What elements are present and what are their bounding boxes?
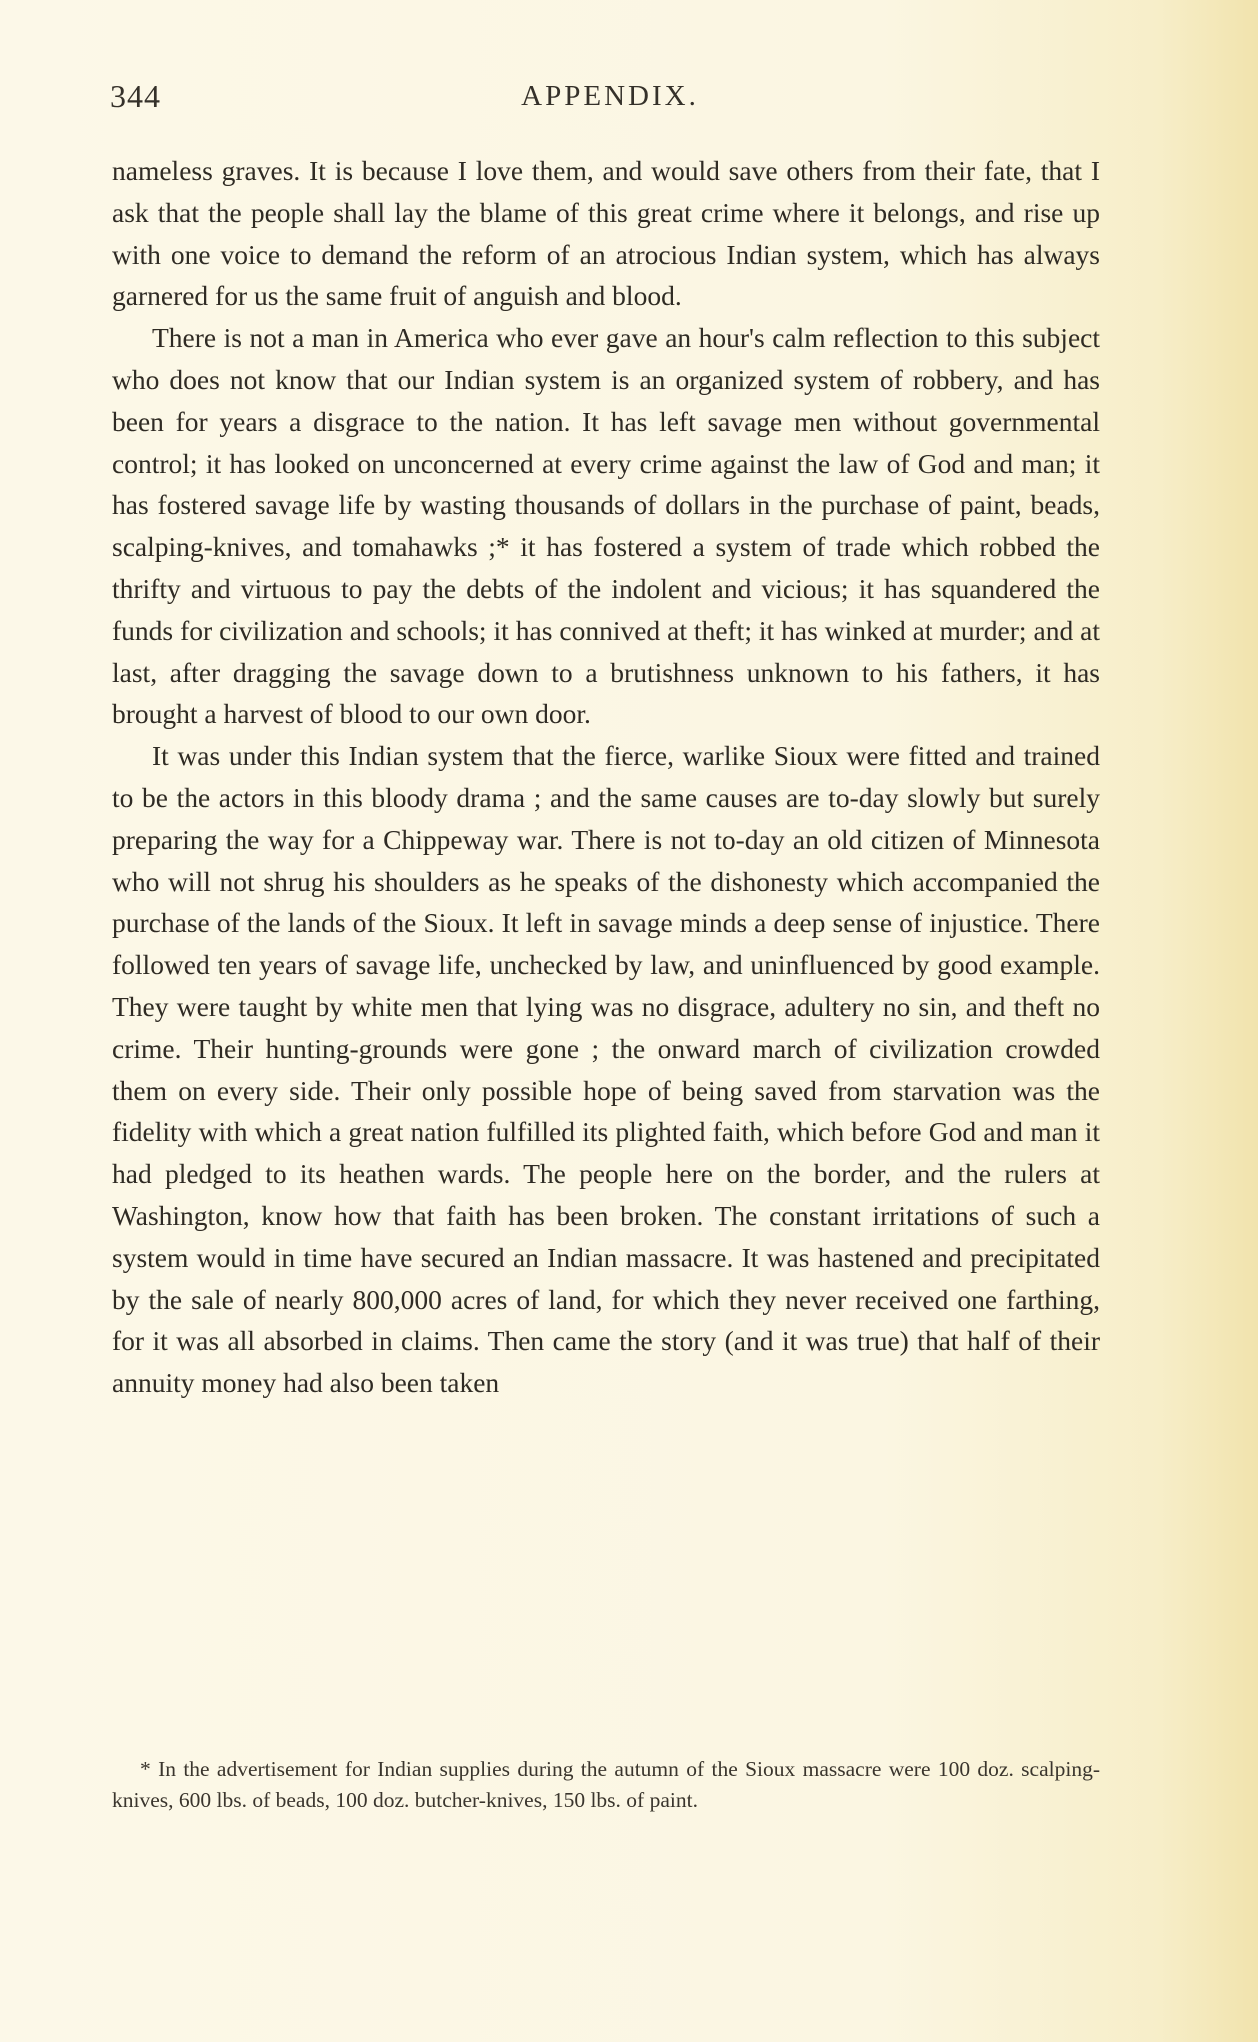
page-header — [110, 78, 1110, 122]
page-number: 344 — [110, 78, 161, 114]
paragraph-2: There is not a man in America who ever gave an hour's calm reflection to this subject who does not know that our Indian system is an organized system of robbery, and has been for years a disgrace to the nation. It has left savage men without governmental control; it has looked on unconcerned at every crime against the law of God and man; it has fostered savage life by wasting thousands of dollars in the purchase of paint, beads, scalping-knives, and tomahawks ;* it has fostered a system of trade which robbed the thrifty and virtuous to pay the debts of the indolent and vicious; it has squandered the funds for civilization and schools; it has connived at theft; it has winked at murder; and at last, after dragging the savage down to a brutishness unknown to his fathers, it has brought a harvest of blood to our own door. — [112, 322, 1100, 730]
body-text — [112, 150, 1100, 1404]
paragraph-3: It was under this Indian system that the fierce, warlike Sioux were fitted and trained to be the actors in this bloody drama ; and the same causes are to-day slowly but surely preparing the way for a Chippeway war. There is not to-day an old citizen of Minnesota who will not shrug his shoulders as he speaks of the dishonesty which accompanied the purchase of the lands of the Sioux. It left in savage minds a deep sense of injustice. There followed ten years of savage life, unchecked by law, and uninfluenced by good example. They were taught by white men that lying was no disgrace, adultery no sin, and theft no crime. Their hunting-grounds were gone ; the onward march of civilization crowded them on every side. Their only possible hope of being saved from starvation was the fidelity with which a great nation fulfilled its plighted faith, which before God and man it had pledged to its heathen wards. The people here on the border, and the rulers at Washington, know how that faith has been broken. The constant irritations of such a system would in time have secured an Indian massacre. It was hastened and precipitated by the sale of nearly 800,000 acres of land, for which they never received one farthing, for it was all absorbed in claims. Then came the story (and it was true) that half of their annuity money had also been taken — [112, 740, 1100, 1399]
footnote: * In the advertisement for Indian supplies during the autumn of the Sioux massacre were 100 doz. scalping-knives, 600 lbs. of beads, 100 doz. butcher-knives, 150 lbs. of paint. — [112, 1757, 1100, 1812]
paragraph-1: nameless graves. It is because I love them, and would save others from their fate, that I ask that the people shall lay the blame of this great crime where it belongs, and rise up with one voice to demand the reform of an atrocious Indian system, which has always garnered for us the same fruit of anguish and blood. — [112, 155, 1100, 312]
running-head: APPENDIX. — [521, 80, 699, 112]
